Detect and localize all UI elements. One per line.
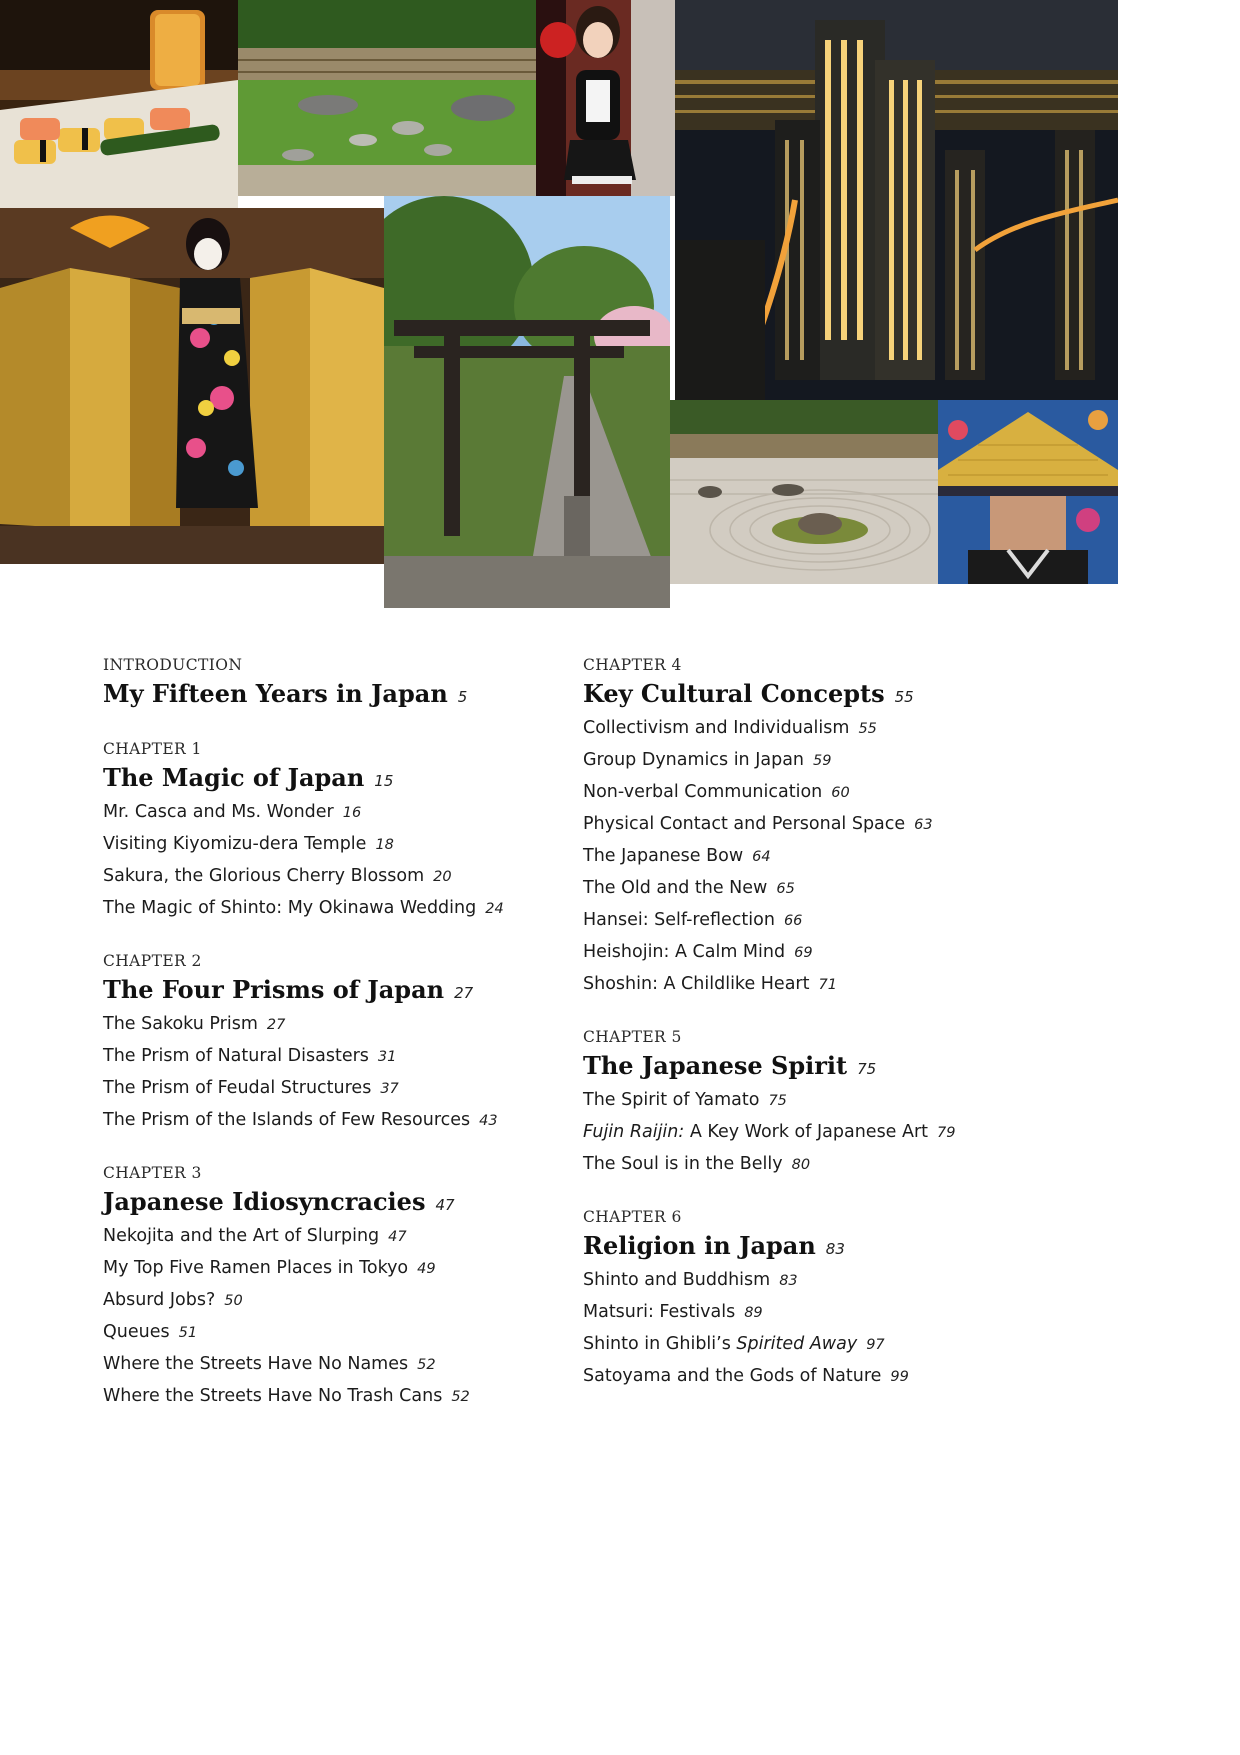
- sushi-photo: [0, 0, 238, 208]
- entry-page-number: 52: [417, 1357, 436, 1373]
- chapter-kicker: CHAPTER 2: [103, 952, 202, 970]
- toc-left-column: [103, 656, 543, 1440]
- chapter-page-number: 15: [374, 772, 394, 790]
- entry-italic-title: Fujin Raijin:: [583, 1122, 685, 1142]
- chapter-kicker: INTRODUCTION: [103, 656, 243, 674]
- toc-entry[interactable]: [583, 777, 1103, 809]
- chapter-kicker: CHAPTER 3: [103, 1164, 202, 1182]
- toc-section: [103, 952, 543, 1137]
- toc-entry[interactable]: [103, 1009, 543, 1041]
- entry-page-number: 37: [380, 1081, 399, 1097]
- entry-title: The Spirit of Yamato: [583, 1090, 760, 1110]
- toc-entry[interactable]: [583, 1117, 1103, 1149]
- entry-title: The Prism of Natural Disasters: [103, 1046, 369, 1066]
- chapter-title-text: The Japanese Spirit: [583, 1051, 848, 1080]
- entry-italic-title: Spirited Away: [736, 1334, 858, 1354]
- chapter-kicker: CHAPTER 1: [103, 740, 202, 758]
- toc-entry[interactable]: [103, 1285, 543, 1317]
- toc-section: [583, 656, 1103, 1001]
- chapter-kicker: CHAPTER 4: [583, 656, 682, 674]
- toc-entry[interactable]: [583, 969, 1103, 1001]
- chapter-title-text: The Four Prisms of Japan: [103, 975, 445, 1004]
- chapter-page-number: 5: [457, 688, 468, 706]
- toc-entry[interactable]: [103, 1349, 543, 1381]
- entry-title: Shinto and Buddhism: [583, 1270, 771, 1290]
- chapter-page-number: 83: [825, 1240, 845, 1258]
- chapter-title-text: The Magic of Japan: [103, 763, 365, 792]
- entry-title: Non-verbal Communication: [583, 782, 823, 802]
- toc-entry[interactable]: [583, 905, 1103, 937]
- entry-title: The Prism of the Islands of Few Resources: [103, 1110, 471, 1130]
- toc-entry[interactable]: [583, 1361, 1103, 1393]
- chapter-title[interactable]: [583, 678, 1103, 713]
- entry-title: Nekojita and the Art of Slurping: [103, 1226, 380, 1246]
- entry-page-number: 69: [794, 945, 813, 961]
- chapter-title-text: Key Cultural Concepts: [583, 679, 885, 708]
- entry-title: The Prism of Feudal Structures: [103, 1078, 372, 1098]
- city-night-photo: [675, 0, 1118, 400]
- chapter-title[interactable]: [583, 1230, 1103, 1265]
- entry-title: The Soul is in the Belly: [583, 1154, 783, 1174]
- entry-title: The Sakoku Prism: [103, 1014, 258, 1034]
- photo-collage: [0, 0, 1240, 620]
- toc-entry[interactable]: [103, 893, 543, 925]
- entry-title: Where the Streets Have No Names: [103, 1354, 409, 1374]
- toc-entry[interactable]: [103, 1253, 543, 1285]
- entry-page-number: 52: [451, 1389, 470, 1405]
- toc-section: [103, 656, 543, 713]
- entry-page-number: 24: [485, 901, 504, 917]
- toc-entry[interactable]: [103, 1381, 543, 1413]
- entry-page-number: 66: [783, 913, 803, 929]
- toc-entry[interactable]: [103, 1221, 543, 1253]
- entry-page-number: 79: [937, 1125, 956, 1141]
- toc-entry[interactable]: [103, 1041, 543, 1073]
- toc-entry[interactable]: [583, 809, 1103, 841]
- toc-entry[interactable]: [583, 873, 1103, 905]
- entry-title: A Key Work of Japanese Art: [684, 1122, 929, 1142]
- entry-page-number: 18: [375, 837, 394, 853]
- entry-title: Mr. Casca and Ms. Wonder: [103, 802, 334, 822]
- chapter-title[interactable]: [103, 1186, 543, 1221]
- toc-entry[interactable]: [103, 1105, 543, 1137]
- toc-entry[interactable]: [103, 861, 543, 893]
- monk-photo: [938, 400, 1118, 584]
- chapter-title-text: Religion in Japan: [583, 1231, 816, 1260]
- toc-entry[interactable]: [583, 1265, 1103, 1297]
- entry-page-number: 80: [791, 1157, 811, 1173]
- toc-entry[interactable]: [583, 1085, 1103, 1117]
- chapter-title[interactable]: [103, 678, 543, 713]
- entry-page-number: 60: [831, 785, 850, 801]
- entry-page-number: 59: [813, 753, 832, 769]
- toc-right-column: [583, 656, 1103, 1420]
- toc-section: [103, 1164, 543, 1413]
- entry-page-number: 16: [342, 805, 362, 821]
- entry-title: Hansei: Self-reflection: [583, 910, 775, 930]
- entry-title: Sakura, the Glorious Cherry Blossom: [103, 866, 425, 886]
- entry-page-number: 49: [417, 1261, 436, 1277]
- chapter-page-number: 27: [454, 984, 474, 1002]
- toc-entry[interactable]: [583, 713, 1103, 745]
- toc-entry[interactable]: [103, 797, 543, 829]
- entry-title: Absurd Jobs?: [103, 1290, 216, 1310]
- entry-title: Physical Contact and Personal Space: [583, 814, 906, 834]
- geisha-photo: [0, 208, 384, 564]
- entry-title: The Old and the New: [583, 878, 768, 898]
- entry-title: Queues: [103, 1322, 170, 1342]
- entry-page-number: 75: [768, 1093, 787, 1109]
- chapter-title[interactable]: [583, 1050, 1103, 1085]
- entry-title: Shoshin: A Childlike Heart: [583, 974, 810, 994]
- toc-section: [103, 740, 543, 925]
- chapter-kicker: CHAPTER 5: [583, 1028, 682, 1046]
- entry-page-number: 50: [224, 1293, 243, 1309]
- toc-entry[interactable]: [583, 1297, 1103, 1329]
- toc-section: [583, 1028, 1103, 1181]
- chapter-title-text: My Fifteen Years in Japan: [103, 679, 448, 708]
- chapter-title[interactable]: [103, 974, 543, 1009]
- entry-title: Visiting Kiyomizu-dera Temple: [103, 834, 367, 854]
- maid-photo: [536, 0, 675, 196]
- toc-entry[interactable]: [583, 745, 1103, 777]
- entry-title: Where the Streets Have No Trash Cans: [103, 1386, 443, 1406]
- chapter-page-number: 55: [894, 688, 914, 706]
- toc-entry[interactable]: [103, 829, 543, 861]
- entry-page-number: 43: [479, 1113, 498, 1129]
- entry-page-number: 89: [744, 1305, 763, 1321]
- entry-title: Heishojin: A Calm Mind: [583, 942, 786, 962]
- torii-photo: [384, 196, 670, 608]
- entry-page-number: 31: [377, 1049, 397, 1065]
- chapter-page-number: 47: [435, 1196, 455, 1214]
- entry-title: Matsuri: Festivals: [583, 1302, 736, 1322]
- toc-section: [583, 1208, 1103, 1393]
- toc-entry[interactable]: [583, 937, 1103, 969]
- entry-page-number: 51: [178, 1325, 198, 1341]
- chapter-page-number: 75: [857, 1060, 877, 1078]
- entry-page-number: 97: [866, 1337, 885, 1353]
- entry-page-number: 27: [266, 1017, 286, 1033]
- entry-page-number: 65: [776, 881, 795, 897]
- chapter-title[interactable]: [103, 762, 543, 797]
- entry-page-number: 64: [752, 849, 771, 865]
- chapter-kicker: CHAPTER 6: [583, 1208, 682, 1226]
- zen-garden-photo: [670, 400, 938, 584]
- toc-entry[interactable]: [583, 1329, 1103, 1361]
- entry-page-number: 47: [388, 1229, 407, 1245]
- entry-title: The Japanese Bow: [583, 846, 744, 866]
- toc-entry[interactable]: [103, 1317, 543, 1349]
- toc-entry[interactable]: [583, 841, 1103, 873]
- entry-page-number: 71: [818, 977, 837, 993]
- entry-page-number: 83: [779, 1273, 798, 1289]
- entry-page-number: 63: [914, 817, 933, 833]
- entry-page-number: 20: [433, 869, 452, 885]
- entry-title: The Magic of Shinto: My Okinawa Wedding: [103, 898, 477, 918]
- entry-title: Shinto in Ghibli’s: [583, 1334, 737, 1354]
- toc-entry[interactable]: [583, 1149, 1103, 1181]
- entry-title: Satoyama and the Gods of Nature: [583, 1366, 882, 1386]
- entry-title: Group Dynamics in Japan: [583, 750, 805, 770]
- toc-entry[interactable]: [103, 1073, 543, 1105]
- entry-page-number: 99: [890, 1369, 909, 1385]
- garden-photo: [238, 0, 536, 196]
- entry-page-number: 55: [858, 721, 877, 737]
- entry-title: My Top Five Ramen Places in Tokyo: [103, 1258, 409, 1278]
- entry-title: Collectivism and Individualism: [583, 718, 850, 738]
- chapter-title-text: Japanese Idiosyncracies: [103, 1187, 426, 1216]
